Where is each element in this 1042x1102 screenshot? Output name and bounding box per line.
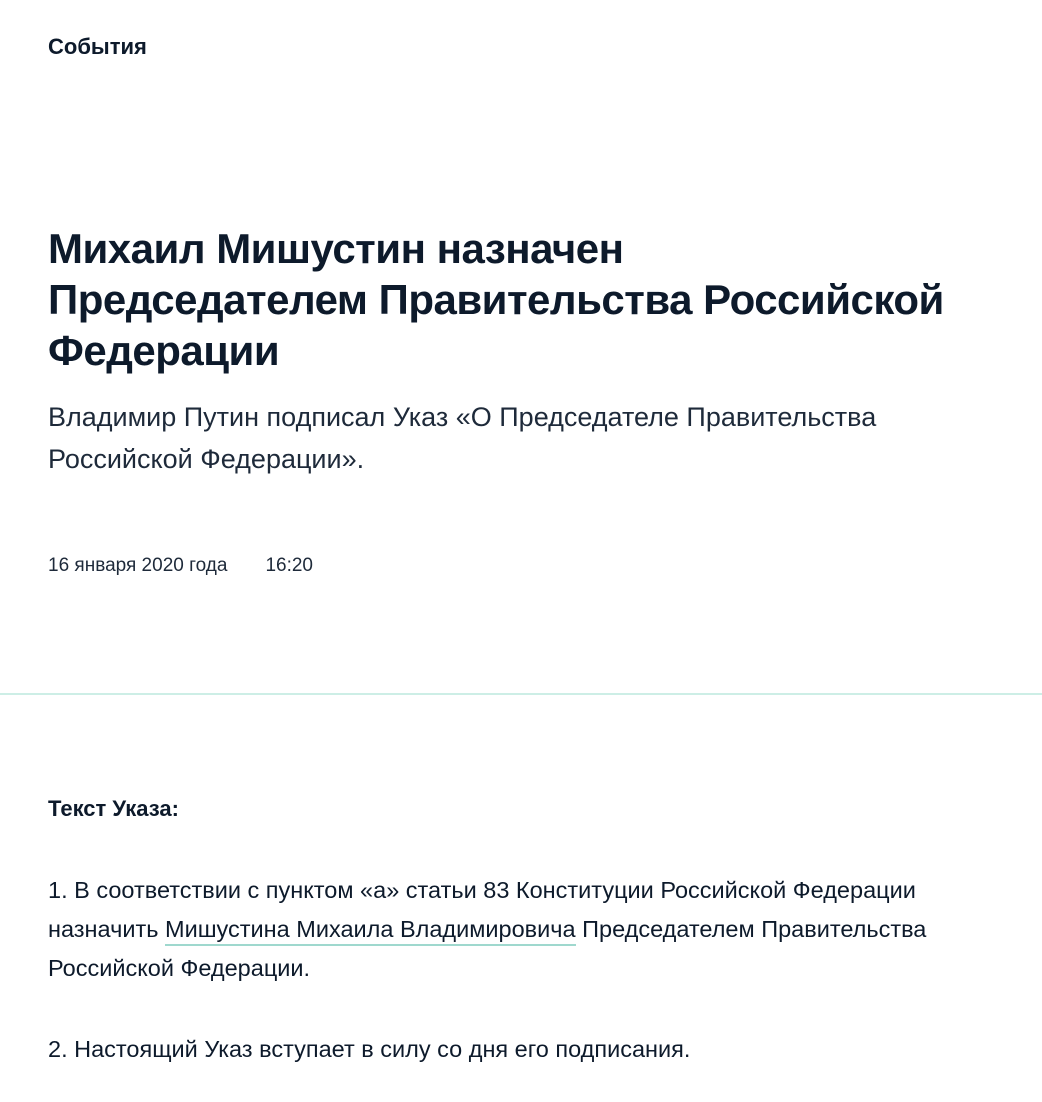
article-time: 16:20 [265, 555, 313, 576]
article-meta [48, 555, 313, 577]
article-title: Михаил Мишустин назначен Председателем Правительства Российской Федерации [48, 225, 944, 374]
paragraph-1-text-before: 1. В соответствии с пунктом «а» статьи 83 Конституции Российской Федерации назначить [48, 877, 916, 942]
divider [0, 693, 1042, 695]
article-lead: Владимир Путин подписал Указ «О Председателе Правительства Российской Федерации». [48, 402, 877, 474]
paragraph-1-text-after: Председателем Правительства Российской Федерации. [48, 916, 927, 981]
article-date: 16 января 2020 года [48, 555, 228, 576]
decree-paragraph-1 [48, 871, 998, 988]
decree-paragraph-2: 2. Настоящий Указ вступает в силу со дня его подписания. [48, 1036, 691, 1062]
section-link-events[interactable]: События [48, 34, 147, 59]
decree-heading: Текст Указа: [48, 796, 179, 821]
person-link-mishustin[interactable]: Мишустина Михаила Владимировича [165, 916, 576, 946]
